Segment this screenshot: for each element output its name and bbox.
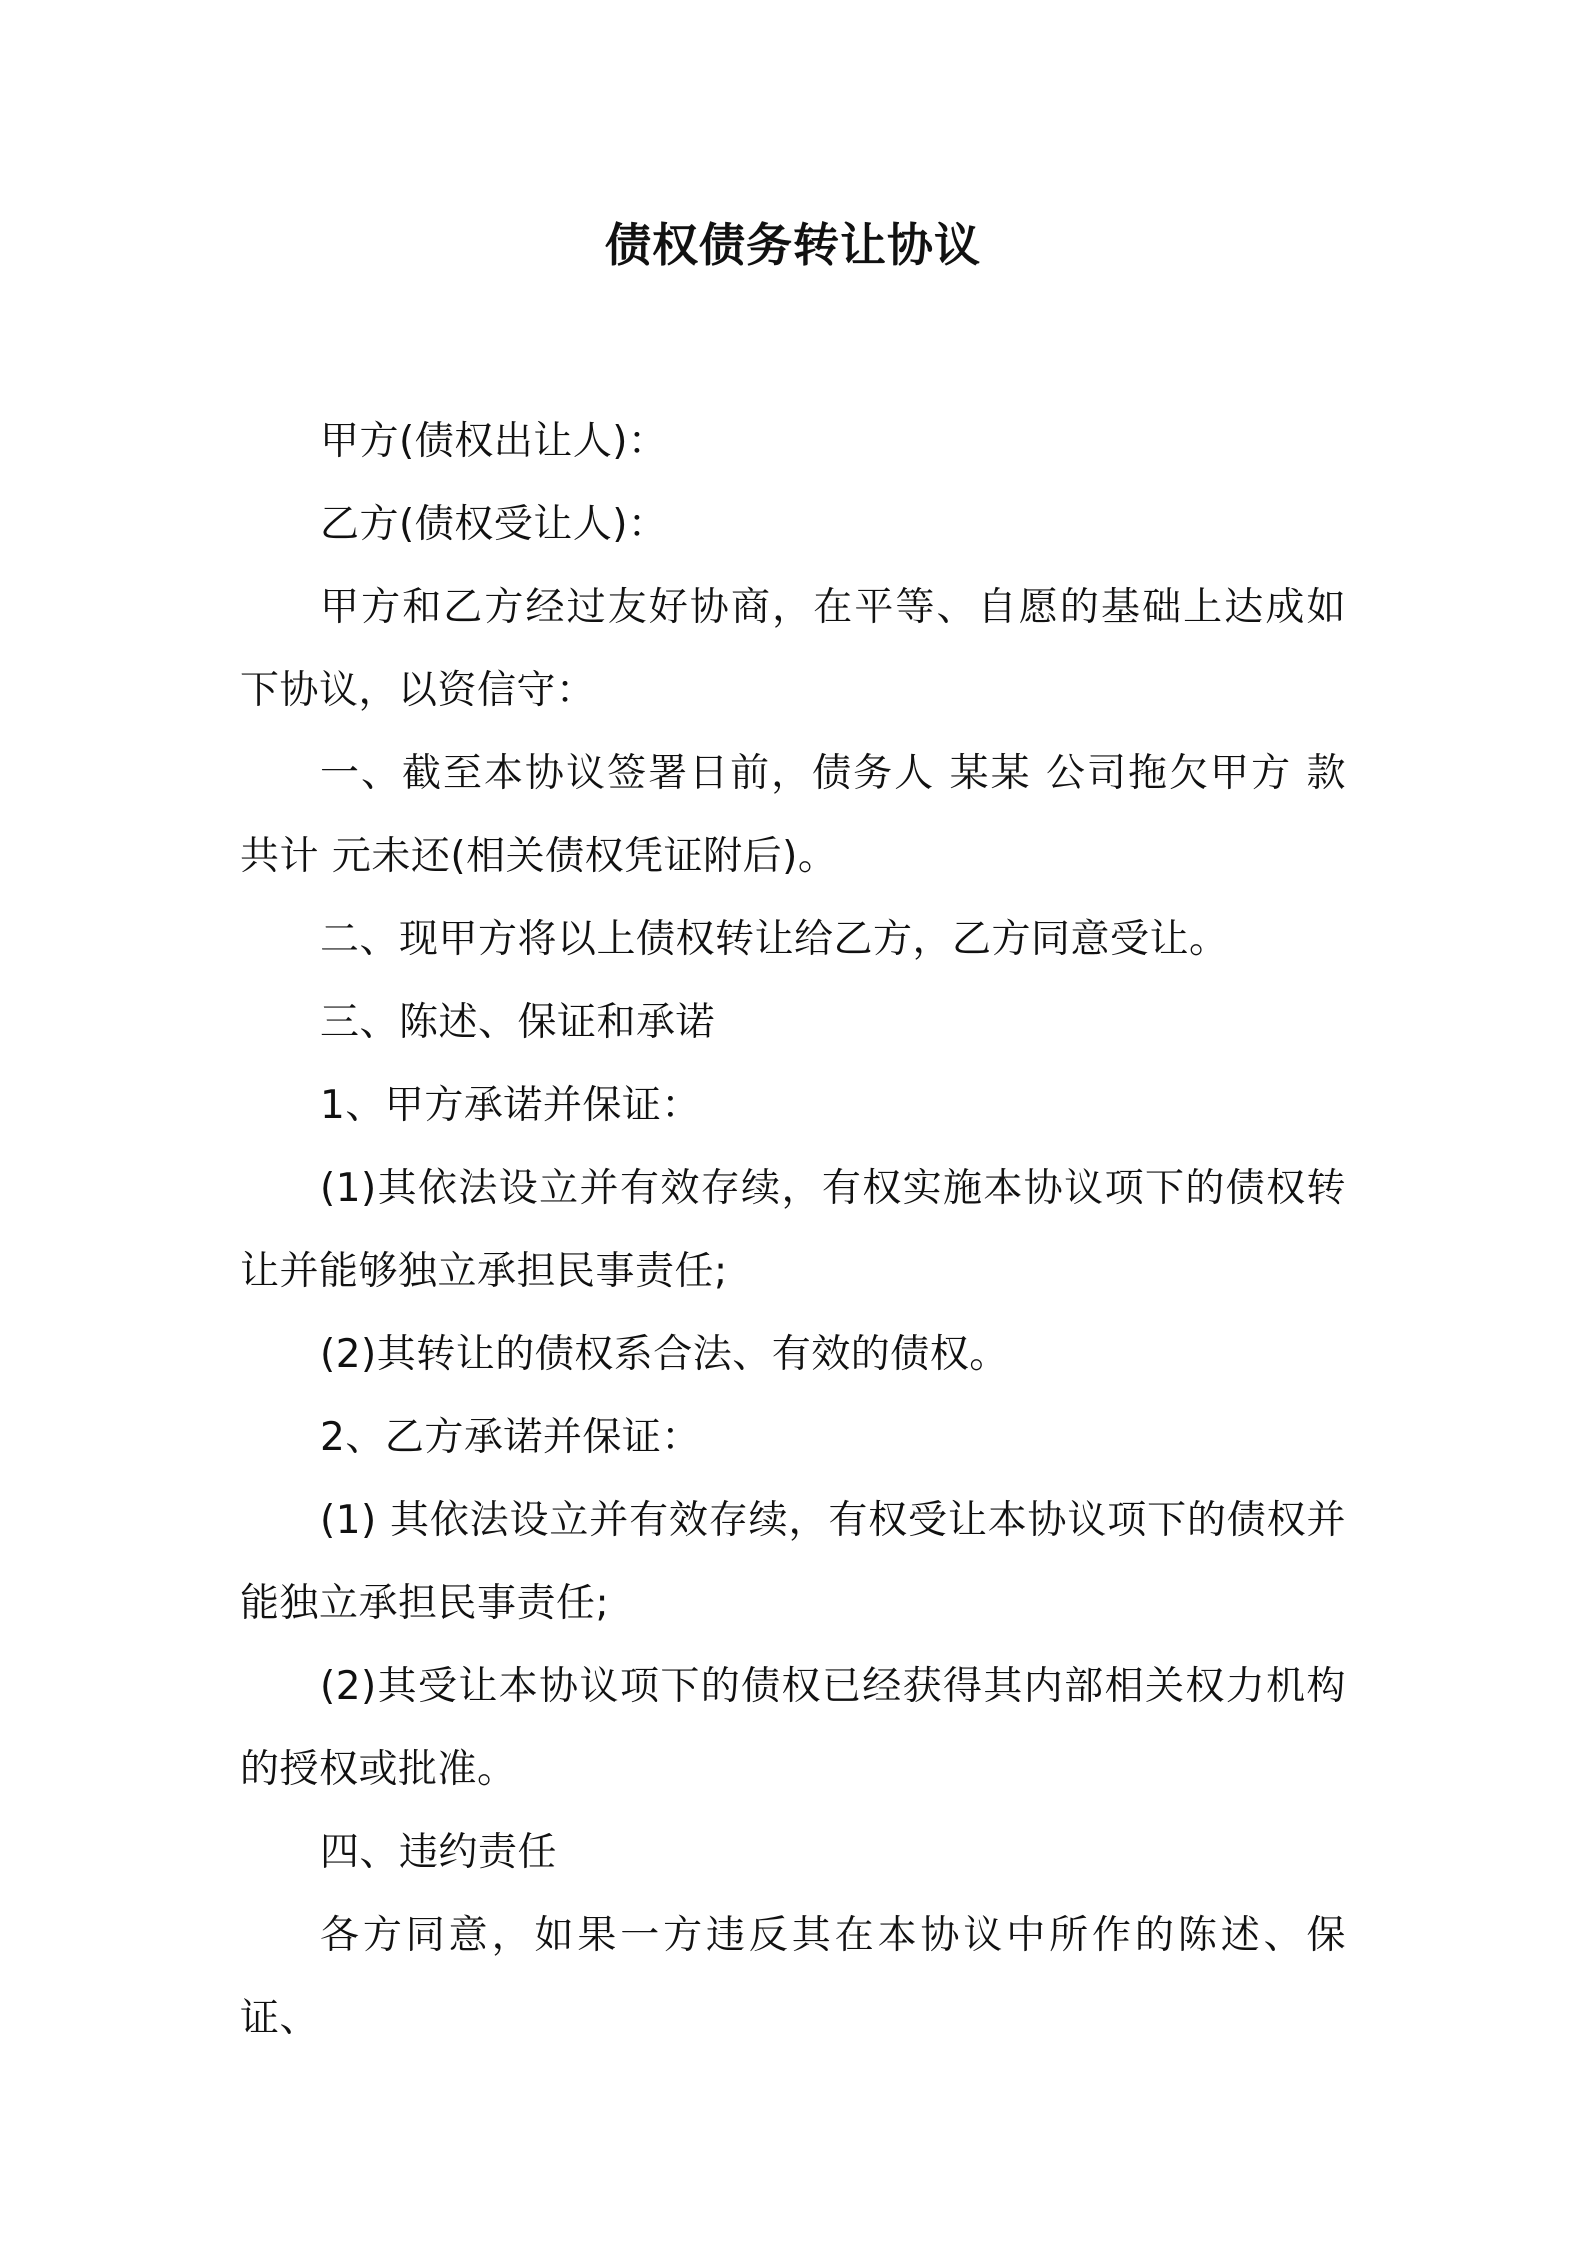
party-b-warranty-item-1: (1) 其依法设立并有效存续，有权受让本协议项下的债权并能独立承担民事责任; <box>240 1498 1346 1626</box>
party-a-warranty-heading: 1、甲方承诺并保证： <box>320 1083 701 1128</box>
party-a-line: 甲方(债权出让人)： <box>320 419 668 464</box>
preamble-paragraph: 甲方和乙方经过友好协商，在平等、自愿的基础上达成如下协议，以资信守： <box>240 585 1346 713</box>
clause-4-paragraph: 各方同意，如果一方违反其在本协议中所作的陈述、保证、 <box>240 1913 1346 2041</box>
party-b-warranty-heading: 2、乙方承诺并保证： <box>320 1415 701 1460</box>
document-title: 债权债务转让协议 <box>605 218 981 272</box>
document-body <box>240 400 1346 2060</box>
party-b-line: 乙方(债权受让人)： <box>320 502 668 547</box>
clause-1-paragraph: 一、截至本协议签署日前，债务人 某某 公司拖欠甲方 款共计 元未还(相关债权凭证附后)。 <box>240 751 1346 879</box>
party-b-warranty-item-2: (2)其受让本协议项下的债权已经获得其内部相关权力机构的授权或批准。 <box>240 1664 1346 1792</box>
party-a-warranty-item-1: (1)其依法设立并有效存续，有权实施本协议项下的债权转让并能够独立承担民事责任; <box>240 1166 1346 1294</box>
clause-3-heading: 三、陈述、保证和承诺 <box>320 1000 716 1045</box>
party-a-warranty-item-2: (2)其转让的债权系合法、有效的债权。 <box>320 1332 1009 1377</box>
clause-4-heading: 四、违约责任 <box>320 1830 558 1875</box>
clause-2-paragraph: 二、现甲方将以上债权转让给乙方，乙方同意受让。 <box>320 917 1229 962</box>
